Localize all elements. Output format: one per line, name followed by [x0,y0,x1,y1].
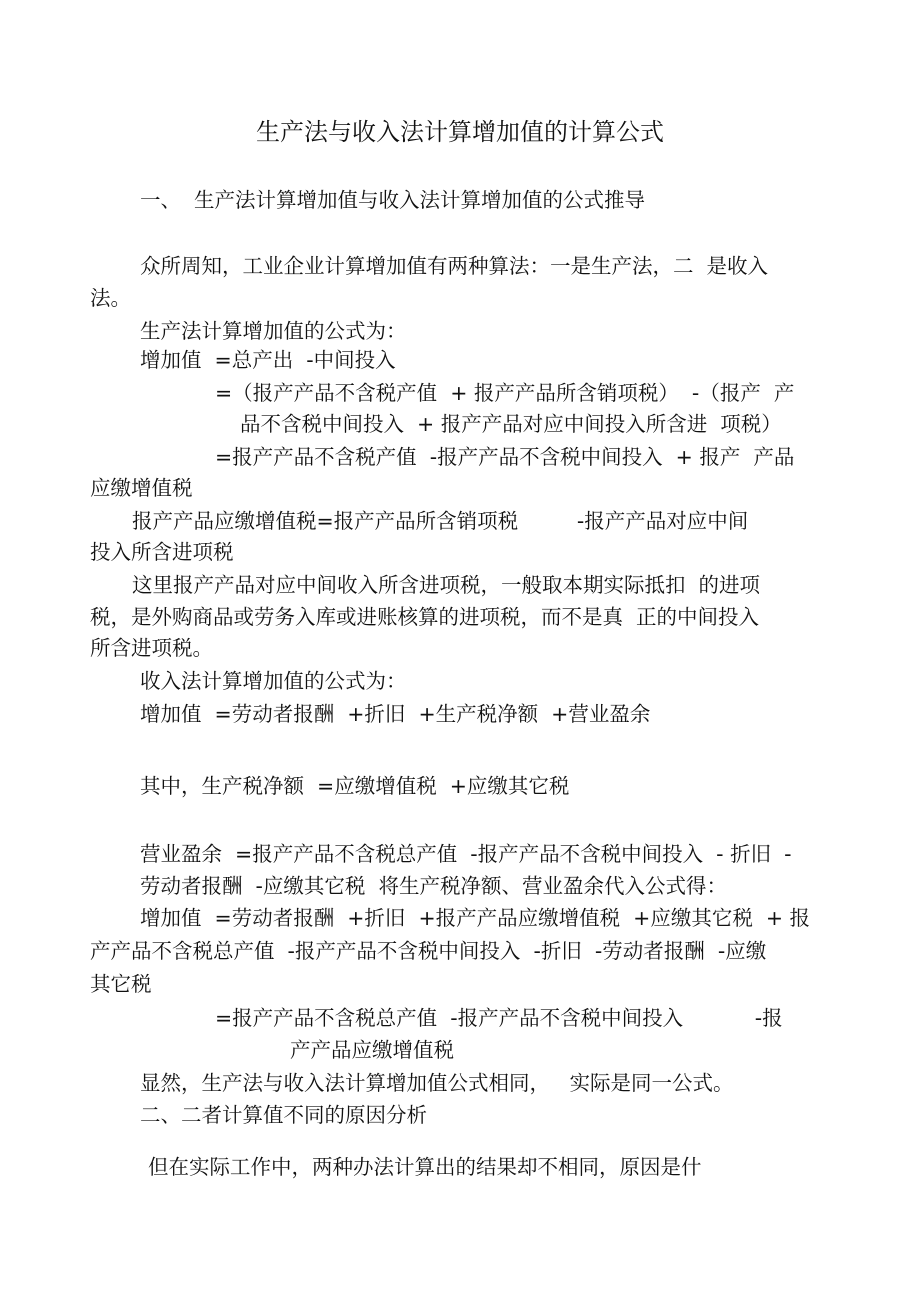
formula-line: 应缴增值税 [90,476,193,500]
formula-line: =（报产产品不含税产值 + 报产产品所含销项税） -（报产 产 [215,381,795,405]
formula-line: 其它税 [90,972,152,996]
formula-line: 增加值 =劳动者报酬 +折旧 +报产产品应缴增值税 +应缴其它税 + 报 [140,906,811,930]
formula-line: 营业盈余 =报产产品不含税总产值 -报产产品不含税中间投入 - 折旧 - [140,842,792,866]
formula-line: 劳动者报酬 -应缴其它税 将生产税净额、营业盈余代入公式得： [140,874,727,898]
formula-line: 产产品应缴增值税 [290,1038,454,1062]
paragraph-line: 显然，生产法与收入法计算增加值公式相同， 实际是同一公式。 [140,1071,734,1095]
formula-line: 投入所含进项税 [90,540,234,564]
formula-line: 其中，生产税净额 =应缴增值税 +应缴其它税 [140,774,570,798]
paragraph-line: 生产法计算增加值的公式为： [140,319,407,343]
formula-line: 品不含税中间投入 + 报产产品对应中间投入所含进 项税） [240,412,782,436]
paragraph-line: 众所周知，工业企业计算增加值有两种算法：一是生产法，二 是收入 [140,254,769,278]
formula-line: 产产品不含税总产值 -报产产品不含税中间投入 -折旧 -劳动者报酬 -应缴 [90,939,767,963]
paragraph-line: 这里报产产品对应中间收入所含进项税，一般取本期实际抵扣 的进项 [132,573,761,597]
formula-line: 增加值 =劳动者报酬 +折旧 +生产税净额 +营业盈余 [140,702,651,726]
formula-line: =报产产品不含税产值 -报产产品不含税中间投入 + 报产 产品 [215,445,795,469]
formula-line: 报产产品应缴增值税=报产产品所含销项税 -报产产品对应中间 [132,509,749,533]
section-heading-2: 二、二者计算值不同的原因分析 [140,1103,427,1127]
formula-line: =报产产品不含税总产值 -报产产品不含税中间投入 -报 [215,1006,783,1030]
paragraph-line: 所含进项税。 [90,636,213,660]
paragraph-line: 收入法计算增加值的公式为： [140,669,407,693]
formula-line: 增加值 =总产出 -中间投入 [140,348,396,372]
paragraph-line: 法。 [90,286,131,310]
paragraph-line: 税，是外购商品或劳务入库或进账核算的进项税，而不是真 正的中间投入 [90,605,760,629]
document-title: 生产法与收入法计算增加值的计算公式 [256,118,664,146]
section-heading-1: 一、 生产法计算增加值与收入法计算增加值的公式推导 [140,188,646,212]
paragraph-line: 但在实际工作中，两种办法计算出的结果却不相同，原因是什 [148,1155,702,1179]
